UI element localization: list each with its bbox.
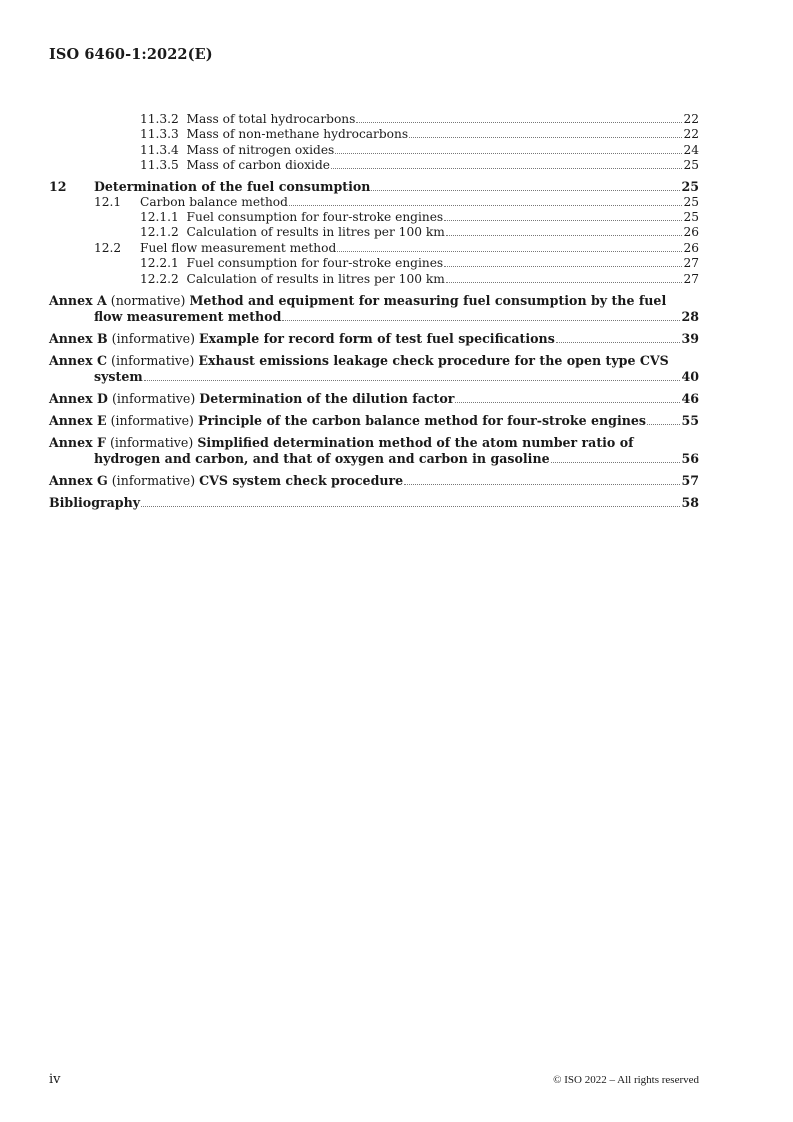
toc-title: CVS system check procedure [199, 472, 404, 488]
toc-entry-12-2-2[interactable] [49, 272, 699, 287]
toc-title-cont: flow measurement method [94, 308, 282, 324]
copyright-notice: © ISO 2022 – All rights reserved [553, 1074, 699, 1086]
toc-number: 12.1.1 [140, 209, 179, 224]
toc-entry-annex-b[interactable] [49, 331, 699, 347]
toc-title: Exhaust emissions leakage check procedure for the open type CVS [198, 352, 669, 368]
leader-dots [444, 220, 682, 221]
toc-entry-11-3-3[interactable] [49, 127, 699, 142]
leader-dots [551, 462, 681, 463]
leader-dots [444, 266, 682, 267]
toc-entry-annex-f[interactable] [49, 435, 699, 467]
toc-title: Determination of the fuel consumption [94, 178, 371, 194]
leader-dots [371, 190, 680, 191]
leader-dots [144, 380, 681, 381]
toc-number: 12.1 [94, 194, 122, 209]
toc-number: 11.3.2 [140, 112, 179, 126]
toc-title: Carbon balance method [140, 194, 288, 209]
toc-title: Mass of total hydrocarbons [186, 112, 356, 126]
toc-page: 55 [681, 412, 699, 428]
annex-label: Annex G [49, 472, 108, 488]
toc-page: 40 [681, 368, 699, 384]
toc-title: Fuel flow measurement method [140, 240, 337, 255]
toc-entry-12-1[interactable] [49, 195, 699, 210]
toc-entry-12-2-1[interactable] [49, 256, 699, 271]
toc-number: 12.2.2 [140, 271, 179, 286]
toc-entry-11-3-4[interactable] [49, 143, 699, 158]
toc-entry-annex-c[interactable] [49, 353, 699, 385]
annex-type: (normative) [110, 292, 186, 308]
toc-title: Fuel consumption for four-stroke engines [186, 209, 444, 224]
leader-dots [409, 137, 682, 138]
page-number: iv [49, 1072, 61, 1087]
toc-page: 25 [683, 209, 699, 224]
toc-entry-annex-e[interactable] [49, 413, 699, 429]
toc-page: 24 [683, 142, 699, 157]
toc-page: 25 [681, 178, 699, 194]
annex-type: (informative) [111, 472, 196, 488]
leader-dots [289, 205, 683, 206]
toc-entry-11-3-5[interactable] [49, 158, 699, 173]
toc-entry-11-3-2[interactable] [49, 112, 699, 127]
toc-page: 28 [681, 308, 699, 324]
table-of-contents [49, 112, 699, 511]
leader-dots [446, 235, 683, 236]
leader-dots [356, 122, 682, 123]
toc-entry-annex-g[interactable] [49, 473, 699, 489]
toc-title: Calculation of results in litres per 100 km [186, 271, 445, 286]
toc-number: 11.3.4 [140, 142, 179, 157]
toc-page: 25 [683, 194, 699, 209]
leader-dots [647, 424, 680, 425]
annex-label: Annex D [49, 390, 108, 406]
leader-dots [446, 282, 683, 283]
annex-label: Annex E [49, 412, 107, 428]
toc-number: 12.2.1 [140, 256, 179, 271]
toc-title: Method and equipment for measuring fuel consumption by the fuel [189, 292, 667, 308]
toc-number: 11.3.5 [140, 158, 179, 173]
document-id: ISO 6460-1:2022(E) [49, 46, 213, 63]
annex-type: (informative) [111, 390, 196, 406]
annex-type: (informative) [111, 330, 195, 346]
leader-dots [331, 168, 683, 169]
annex-label: Annex F [49, 434, 106, 450]
toc-page: 58 [681, 494, 699, 510]
toc-page: 46 [681, 390, 699, 406]
toc-page: 22 [683, 112, 699, 126]
toc-title: Determination of the dilution factor [199, 390, 455, 406]
toc-entry-12-1-2[interactable] [49, 225, 699, 240]
toc-number: 12.2 [94, 240, 122, 255]
toc-number: 11.3.3 [140, 127, 179, 142]
toc-title: Example for record form of test fuel specifications [199, 330, 555, 346]
toc-entry-annex-d[interactable] [49, 391, 699, 407]
annex-type: (informative) [109, 434, 194, 450]
toc-page: 39 [681, 330, 699, 346]
toc-title: Mass of carbon dioxide [186, 158, 330, 173]
annex-label: Annex C [49, 352, 108, 368]
leader-dots [556, 342, 681, 343]
toc-page: 27 [683, 271, 699, 286]
annex-label: Annex A [49, 292, 107, 308]
toc-page: 27 [683, 256, 699, 271]
toc-page: 22 [683, 127, 699, 142]
toc-title: Bibliography [49, 494, 141, 510]
toc-entry-12-2[interactable] [49, 241, 699, 256]
toc-page: 26 [683, 240, 699, 255]
toc-page: 25 [683, 158, 699, 173]
toc-title: Mass of non-methane hydrocarbons [186, 127, 409, 142]
toc-title: Fuel consumption for four-stroke engines [186, 256, 444, 271]
toc-title: Simplified determination method of the atom number ratio of [197, 434, 634, 450]
leader-dots [141, 506, 680, 507]
leader-dots [404, 484, 680, 485]
annex-type: (informative) [111, 352, 195, 368]
toc-number: 12.1.2 [140, 225, 179, 240]
toc-title-cont: system [94, 368, 143, 384]
toc-page: 56 [681, 450, 699, 466]
toc-number: 12 [49, 178, 67, 194]
toc-title: Principle of the carbon balance method for four-stroke engines [197, 412, 647, 428]
toc-entry-annex-a[interactable] [49, 293, 699, 325]
toc-page: 57 [681, 472, 699, 488]
toc-title-cont: hydrogen and carbon, and that of oxygen and carbon in gasoline [94, 450, 550, 466]
leader-dots [282, 320, 680, 321]
annex-type: (informative) [110, 412, 194, 428]
annex-label: Annex B [49, 330, 108, 346]
toc-entry-12-1-1[interactable] [49, 210, 699, 225]
toc-entry-12[interactable] [49, 178, 699, 195]
leader-dots [455, 402, 680, 403]
toc-title: Mass of nitrogen oxides [186, 142, 335, 157]
toc-entry-bibliography[interactable] [49, 495, 699, 511]
leader-dots [337, 251, 682, 252]
leader-dots [335, 153, 682, 154]
toc-title: Calculation of results in litres per 100 km [186, 225, 445, 240]
toc-page: 26 [683, 225, 699, 240]
